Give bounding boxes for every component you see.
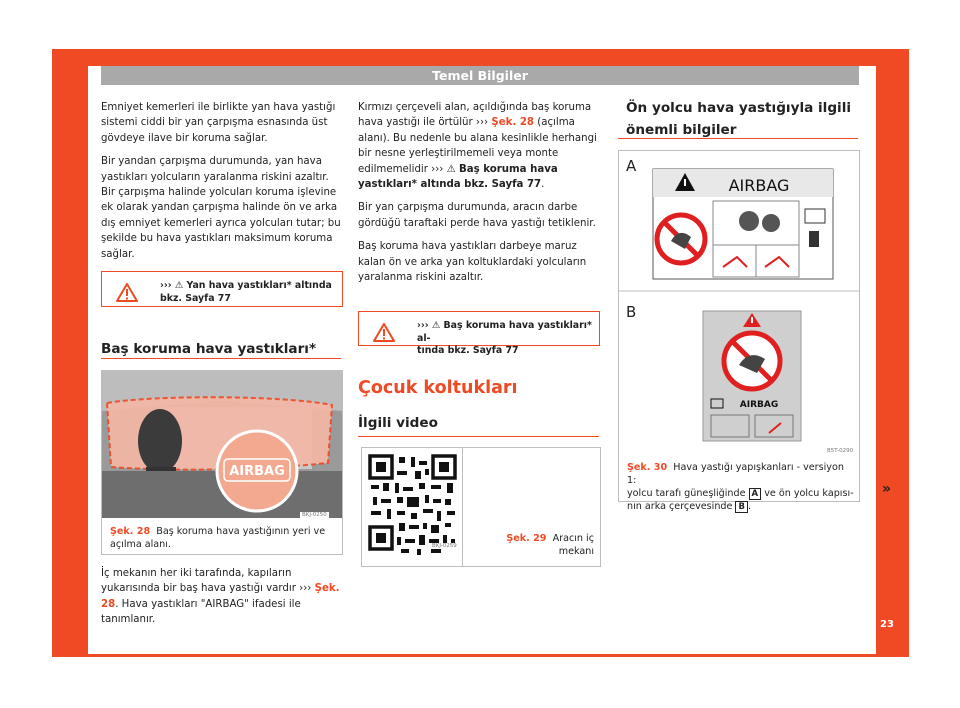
- m-p1-a: Kırmızı çerçeveli alan, açıldığında baş koruma hava yastığı ile örtülür ›››: [358, 102, 592, 129]
- sticker-a-airbag-text: AIRBAG: [728, 176, 790, 195]
- figure-code: BKJ-0259: [432, 543, 457, 549]
- page-number: 23: [880, 619, 894, 630]
- figure-caption: [472, 532, 594, 558]
- figure-caption: [110, 525, 336, 551]
- warning-link-line1: ››› ⚠ Yan hava yastıkları* altında: [160, 280, 332, 291]
- heading-rule: [618, 138, 858, 139]
- warning-triangle-icon: [373, 323, 395, 342]
- warning-link-line2: tında bkz. Sayfa 77: [417, 345, 519, 356]
- warning-box-head-airbag: [358, 311, 600, 356]
- figure-29: [361, 447, 601, 567]
- figure-code: BKJ-0250: [302, 512, 327, 518]
- sticker-b-airbag-text: AIRBAG: [739, 400, 779, 410]
- left-paragraph-2: Bir yandan çarpışma durumunda, yan hava yastıkları yolcuların yaralanma riskini azaltır. Bir çarpışma halinde yolcuları koruma işlevine ek olarak yandan çarpışma halinde ön ve arka dış emniyet kemerleri ayrıca yolcuları tutar; bu şekilde bu hava yastıkları maksimum koruma sağlar.: [101, 156, 341, 260]
- middle-paragraph-2: Bir yan çarpışma durumunda, aracın darbe gördüğü taraftaki perde hava yastığı tetiklenir.: [358, 202, 596, 229]
- section-heading-head-airbags: Baş koruma hava yastıkları*: [101, 341, 317, 357]
- section-title-child-seats: Çocuk koltukları: [358, 378, 518, 398]
- caption-text: Aracın iç mekanı: [552, 533, 594, 557]
- m-p1-b: (açılma alanı). Bu nedenle bu alana kesinlikle herhangi bir nesne yerleştirilmemeli veya monte edilmemelidir ››› ⚠: [358, 117, 597, 175]
- figure-number: Şek. 30: [627, 462, 668, 473]
- warning-link-line1: ››› ⚠ Baş koruma hava yastıkları* al-: [417, 320, 592, 344]
- left-paragraph-1: Emniyet kemerleri ile birlikte yan hava yastığı sistemi ciddi bir yan çarpışma esnasında üst gövdeye ilave bir koruma sağlar.: [101, 102, 336, 144]
- warning-link-line2: bkz. Sayfa 77: [160, 292, 231, 304]
- warning-box-side-airbag: [101, 271, 343, 307]
- head-airbag-page-link[interactable]: Baş koruma hava yastıkları* altında bkz. Sayfa 77: [358, 163, 558, 191]
- caption-line-3a: nın arka çerçevesinde: [627, 501, 736, 512]
- figure-number: Şek. 29: [506, 533, 547, 544]
- subheading-related-video: İlgili video: [358, 415, 438, 431]
- caption-line-2: açılma alanı.: [110, 539, 171, 550]
- caption-line-1: Baş koruma hava yastığının yeri ve: [156, 526, 326, 537]
- caption-line-2a: yolcu tarafı güneşliğinde: [627, 488, 749, 499]
- middle-paragraph-3: Baş koruma hava yastıkları darbeye maruz kalan ön ve arka yan koltuklardaki yolcuların yaralanma riskini azaltır.: [358, 241, 587, 284]
- label-a: A: [626, 157, 637, 175]
- callout-a: A: [749, 488, 762, 500]
- caption-line-2b: ve ön yolcu kapısı-: [761, 488, 854, 499]
- head-airbag-illustration: [102, 371, 342, 518]
- left-column: [101, 100, 344, 270]
- figure-code: B5T-0290: [827, 448, 854, 454]
- figure-divider: [462, 448, 463, 566]
- m-p1-end: .: [541, 179, 545, 191]
- caption-line-3b: .: [747, 501, 752, 512]
- section-heading-passenger-airbag: [626, 99, 851, 139]
- warning-text[interactable]: [160, 280, 332, 305]
- warning-triangle-icon: [116, 283, 138, 302]
- figure-number: Şek. 28: [110, 526, 151, 537]
- page-header: Temel Bilgiler: [101, 66, 859, 85]
- continued-indicator: »: [882, 481, 892, 497]
- p3-text-a: İç mekanın her iki tarafında, kapıların yukarısında bir baş hava yastığı vardır ›››: [101, 568, 315, 595]
- p3-text-b: . Hava yastıkları "AIRBAG" ifadesi ile tanımlanır.: [101, 598, 301, 626]
- airbag-sticker-illustration: [619, 151, 859, 459]
- callout-b: B: [735, 501, 747, 513]
- figure-30: [618, 150, 860, 512]
- heading-line-2: önemli bilgiler: [626, 122, 737, 138]
- middle-column: [358, 100, 601, 293]
- caption-line-1: Hava yastığı yapışkanları - versiyon 1:: [627, 462, 844, 486]
- middle-paragraph-1: [358, 100, 601, 192]
- warning-text[interactable]: [417, 320, 599, 358]
- figure-28: [101, 370, 343, 555]
- heading-rule: [358, 436, 599, 437]
- figure-caption: [627, 461, 855, 513]
- figure-28-link[interactable]: Şek. 28: [101, 583, 340, 610]
- left-paragraph-3: [101, 566, 344, 628]
- heading-rule: [101, 358, 341, 359]
- airbag-label: AIRBAG: [229, 464, 285, 479]
- label-b: B: [626, 303, 637, 321]
- heading-line-1: Ön yolcu hava yastığıyla ilgili: [626, 100, 852, 116]
- figure-28-link-2[interactable]: Şek. 28: [491, 117, 534, 129]
